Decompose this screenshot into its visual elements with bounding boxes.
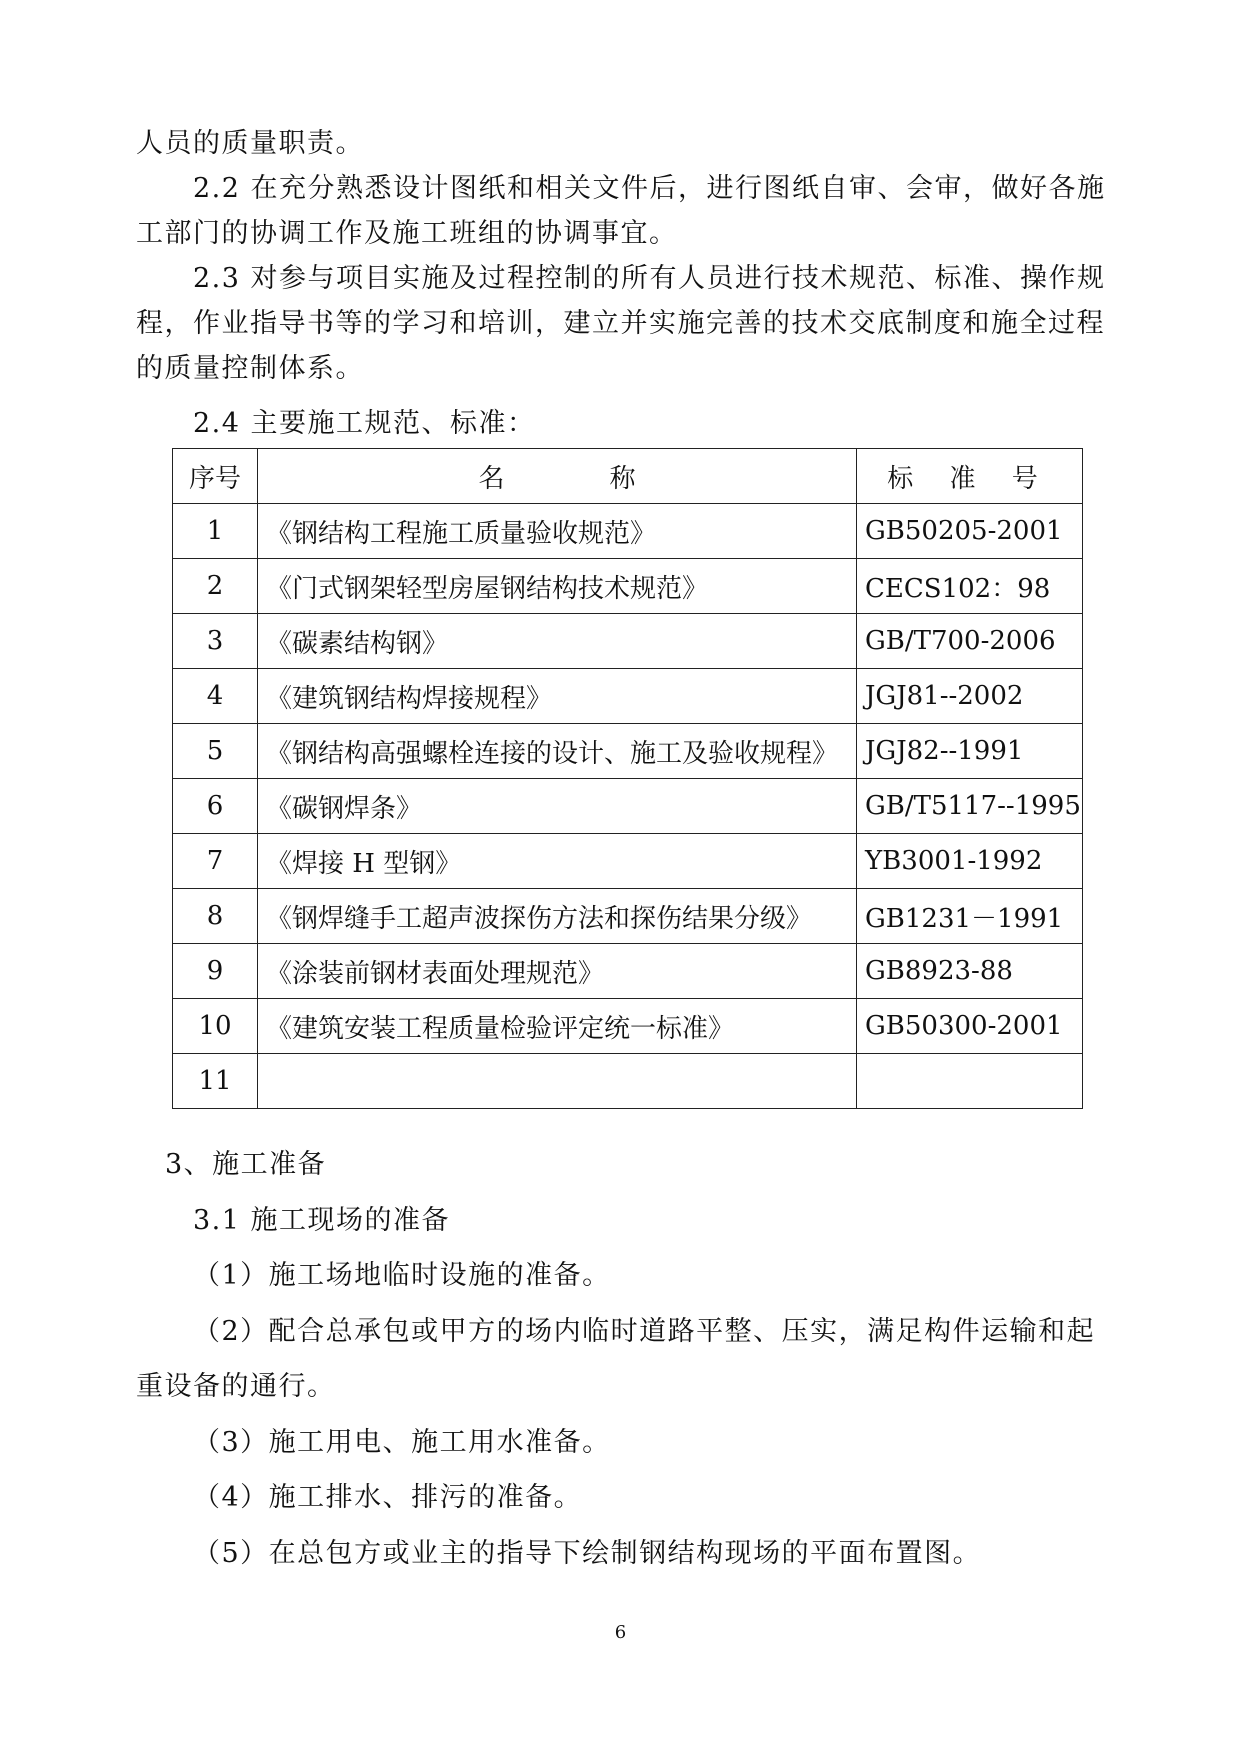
row-name: 《焊接 H 型钢》 <box>258 834 857 889</box>
page-number: 6 <box>614 1622 627 1643</box>
standards-table <box>172 448 1083 1109</box>
paragraph-line: 的质量控制体系。 <box>136 353 364 384</box>
subsection-title: 3.1 施工现场的准备 <box>193 1205 451 1236</box>
row-standard: JGJ81--2002 <box>857 669 1083 724</box>
row-standard: GB50300-2001 <box>857 999 1083 1054</box>
row-number: 1 <box>173 504 258 559</box>
list-item: （2）配合总承包或甲方的场内临时道路平整、压实，满足构件运输和起 <box>193 1316 1096 1347</box>
section-title: 3、施工准备 <box>165 1149 327 1180</box>
header-no: 序号 <box>173 449 258 504</box>
row-number: 10 <box>173 999 258 1054</box>
row-standard: JGJ82--1991 <box>857 724 1083 779</box>
table-row <box>173 944 1083 999</box>
row-number: 6 <box>173 779 258 834</box>
row-number: 9 <box>173 944 258 999</box>
list-item: （1）施工场地临时设施的准备。 <box>193 1260 611 1291</box>
row-standard: GB1231－1991 <box>857 889 1083 944</box>
row-name <box>258 1054 857 1109</box>
row-standard: GB/T5117--1995 <box>857 779 1083 834</box>
row-standard: YB3001-1992 <box>857 834 1083 889</box>
row-name: 《涂装前钢材表面处理规范》 <box>258 944 857 999</box>
row-standard: GB50205-2001 <box>857 504 1083 559</box>
row-name: 《建筑钢结构焊接规程》 <box>258 669 857 724</box>
table-row <box>173 889 1083 944</box>
table-caption: 2.4 主要施工规范、标准： <box>193 408 536 439</box>
row-number: 8 <box>173 889 258 944</box>
header-name <box>258 449 857 504</box>
row-name: 《碳钢焊条》 <box>258 779 857 834</box>
header-name-char-2: 称 <box>609 463 636 494</box>
row-number: 5 <box>173 724 258 779</box>
paragraph-line: 程，作业指导书等的学习和培训，建立并实施完善的技术交底制度和施全过程 <box>136 308 1105 339</box>
row-number: 2 <box>173 559 258 614</box>
paragraph-line: 2.3 对参与项目实施及过程控制的所有人员进行技术规范、标准、操作规 <box>193 263 1106 294</box>
list-item-continuation: 重设备的通行。 <box>136 1371 336 1402</box>
header-name-char-1: 名 <box>478 463 505 494</box>
table-row <box>173 999 1083 1054</box>
row-name: 《钢焊缝手工超声波探伤方法和探伤结果分级》 <box>258 889 857 944</box>
table-row <box>173 779 1083 834</box>
row-name: 《门式钢架轻型房屋钢结构技术规范》 <box>258 559 857 614</box>
row-standard: CECS102：98 <box>857 559 1083 614</box>
row-number: 7 <box>173 834 258 889</box>
table-row <box>173 504 1083 559</box>
table-row <box>173 669 1083 724</box>
table-row <box>173 834 1083 889</box>
row-number: 4 <box>173 669 258 724</box>
header-standard: 标 准 号 <box>857 449 1083 504</box>
row-number: 11 <box>173 1054 258 1109</box>
table-row <box>173 559 1083 614</box>
paragraph-line: 工部门的协调工作及施工班组的协调事宜。 <box>136 218 678 249</box>
row-standard: GB/T700-2006 <box>857 614 1083 669</box>
list-item: （5）在总包方或业主的指导下绘制钢结构现场的平面布置图。 <box>193 1538 982 1569</box>
list-item: （3）施工用电、施工用水准备。 <box>193 1427 611 1458</box>
table-row <box>173 724 1083 779</box>
row-standard <box>857 1054 1083 1109</box>
list-item: （4）施工排水、排污的准备。 <box>193 1482 583 1513</box>
paragraph-line: 人员的质量职责。 <box>136 128 364 159</box>
table-row <box>173 614 1083 669</box>
row-name: 《钢结构高强螺栓连接的设计、施工及验收规程》 <box>258 724 857 779</box>
row-name: 《碳素结构钢》 <box>258 614 857 669</box>
row-number: 3 <box>173 614 258 669</box>
table-row <box>173 1054 1083 1109</box>
row-name: 《建筑安装工程质量检验评定统一标准》 <box>258 999 857 1054</box>
row-name: 《钢结构工程施工质量验收规范》 <box>258 504 857 559</box>
table-header-row <box>173 449 1083 504</box>
paragraph-line: 2.2 在充分熟悉设计图纸和相关文件后，进行图纸自审、会审，做好各施 <box>193 173 1106 204</box>
row-standard: GB8923-88 <box>857 944 1083 999</box>
